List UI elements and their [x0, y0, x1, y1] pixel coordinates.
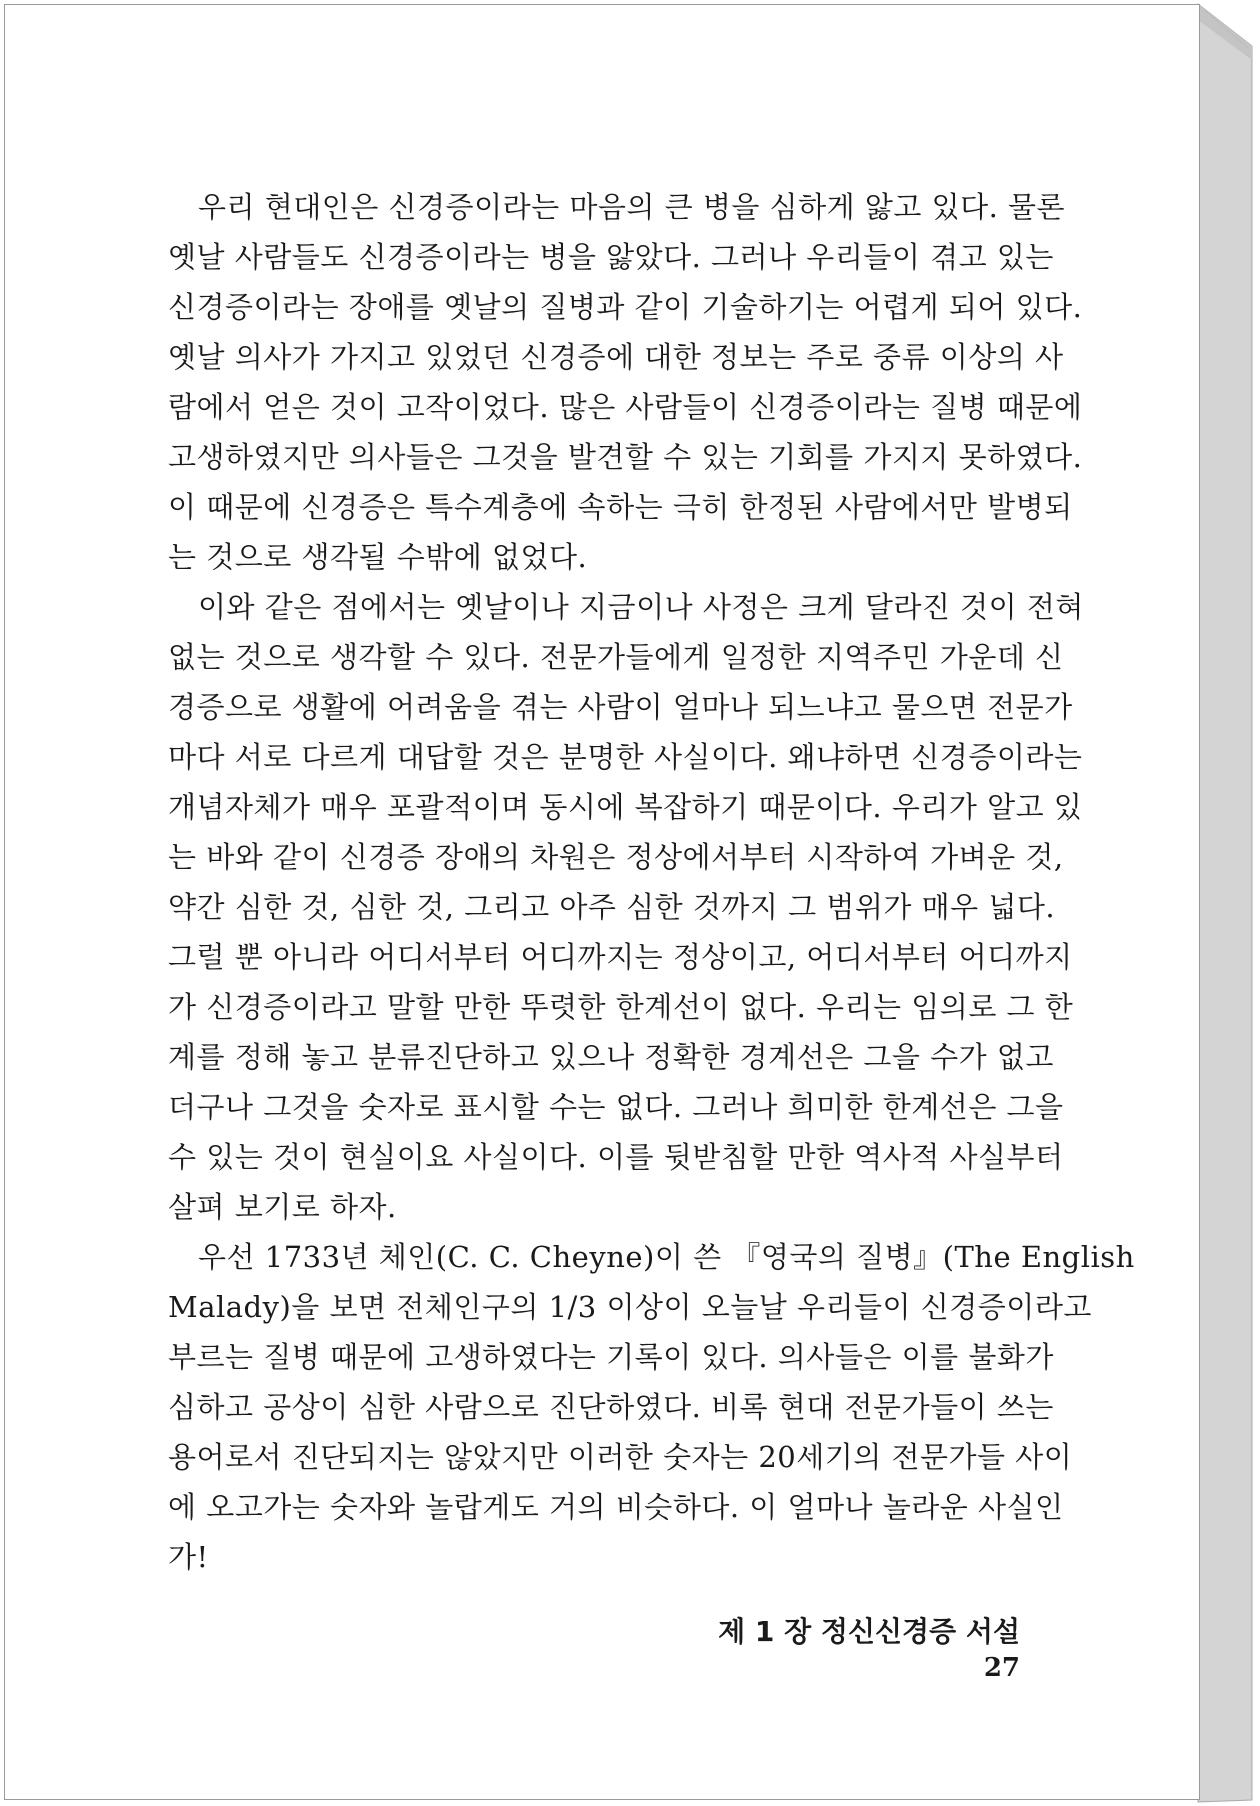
- text-line: 심하고 공상이 심한 사람으로 진단하였다. 비록 현대 전문가들이 쓰는: [168, 1390, 1054, 1424]
- paragraph-3: [138, 1232, 1135, 1582]
- text-line: 신경증이라는 장애를 옛날의 질병과 같이 기술하기는 어렵게 되어 있다.: [168, 290, 1083, 324]
- page-footer: [680, 1610, 1020, 1683]
- text-line: 계를 정해 놓고 분류진단하고 있으나 정확한 경계선은 그을 수가 없고: [168, 1040, 1054, 1074]
- paragraph-2: [138, 582, 1084, 1232]
- text-line: 이와 같은 점에서는 옛날이나 지금이나 사정은 크게 달라진 것이 전혀: [198, 590, 1084, 624]
- text-line: 옛날 사람들도 신경증이라는 병을 앓았다. 그러나 우리들이 겪고 있는: [168, 240, 1054, 274]
- text-line: 고생하였지만 의사들은 그것을 발견할 수 있는 기회를 가지지 못하였다.: [168, 440, 1083, 474]
- text-line: 더구나 그것을 숫자로 표시할 수는 없다. 그러나 희미한 한계선은 그을: [168, 1090, 1064, 1124]
- text-line: 는 바와 같이 신경증 장애의 차원은 정상에서부터 시작하여 가벼운 것,: [168, 840, 1064, 874]
- text-line: 에 오고가는 숫자와 놀랍게도 거의 비슷하다. 이 얼마나 놀라운 사실인: [168, 1490, 1064, 1524]
- text-line: 마다 서로 다르게 대답할 것은 분명한 사실이다. 왜냐하면 신경증이라는: [168, 740, 1083, 774]
- text-line: 용어로서 진단되지는 않았지만 이러한 숫자는 20세기의 전문가들 사이: [168, 1440, 1073, 1474]
- text-line: 개념자체가 매우 포괄적이며 동시에 복잡하기 때문이다. 우리가 알고 있: [168, 790, 1083, 824]
- text-line: 살펴 보기로 하자.: [168, 1190, 397, 1224]
- text-line: 가!: [168, 1540, 209, 1574]
- text-line: 경증으로 생활에 어려움을 겪는 사람이 얼마나 되느냐고 물으면 전문가: [168, 690, 1073, 724]
- paragraph-1: [138, 182, 1083, 582]
- text-line: 는 것으로 생각될 수밖에 없었다.: [168, 540, 588, 574]
- text-line: 수 있는 것이 현실이요 사실이다. 이를 뒷받침할 만한 역사적 사실부터: [168, 1140, 1064, 1174]
- text-line: 옛날 의사가 가지고 있었던 신경증에 대한 정보는 주로 중류 이상의 사: [168, 340, 1064, 374]
- text-line: 약간 심한 것, 심한 것, 그리고 아주 심한 것까지 그 범위가 매우 넓다.: [168, 890, 1056, 924]
- text-line: 부르는 질병 때문에 고생하였다는 기록이 있다. 의사들은 이를 불화가: [168, 1340, 1054, 1374]
- text-line: 이 때문에 신경증은 특수계층에 속하는 극히 한정된 사람에서만 발병되: [168, 490, 1073, 524]
- body-text: [138, 182, 1135, 1582]
- text-line: 가 신경증이라고 말할 만한 뚜렷한 한계선이 없다. 우리는 임의로 그 한: [168, 990, 1074, 1024]
- chapter-title: 제 1 장 정신신경증 서설: [718, 1615, 1020, 1648]
- text-line: 람에서 얻은 것이 고작이었다. 많은 사람들이 신경증이라는 질병 때문에: [168, 390, 1083, 424]
- text-line: 그럴 뿐 아니라 어디서부터 어디까지는 정상이고, 어디서부터 어디까지: [168, 940, 1073, 974]
- text-line: 없는 것으로 생각할 수 있다. 전문가들에게 일정한 지역주민 가운데 신: [168, 640, 1064, 674]
- text-line: 우리 현대인은 신경증이라는 마음의 큰 병을 심하게 앓고 있다. 물론: [198, 190, 1066, 224]
- page-number: 27: [983, 1653, 1020, 1683]
- text-line: Malady)을 보면 전체인구의 1/3 이상이 오늘날 우리들이 신경증이라고: [168, 1290, 1092, 1324]
- text-line: 우선 1733년 체인(C. C. Cheyne)이 쓴 『영국의 질병』(The English: [198, 1240, 1135, 1274]
